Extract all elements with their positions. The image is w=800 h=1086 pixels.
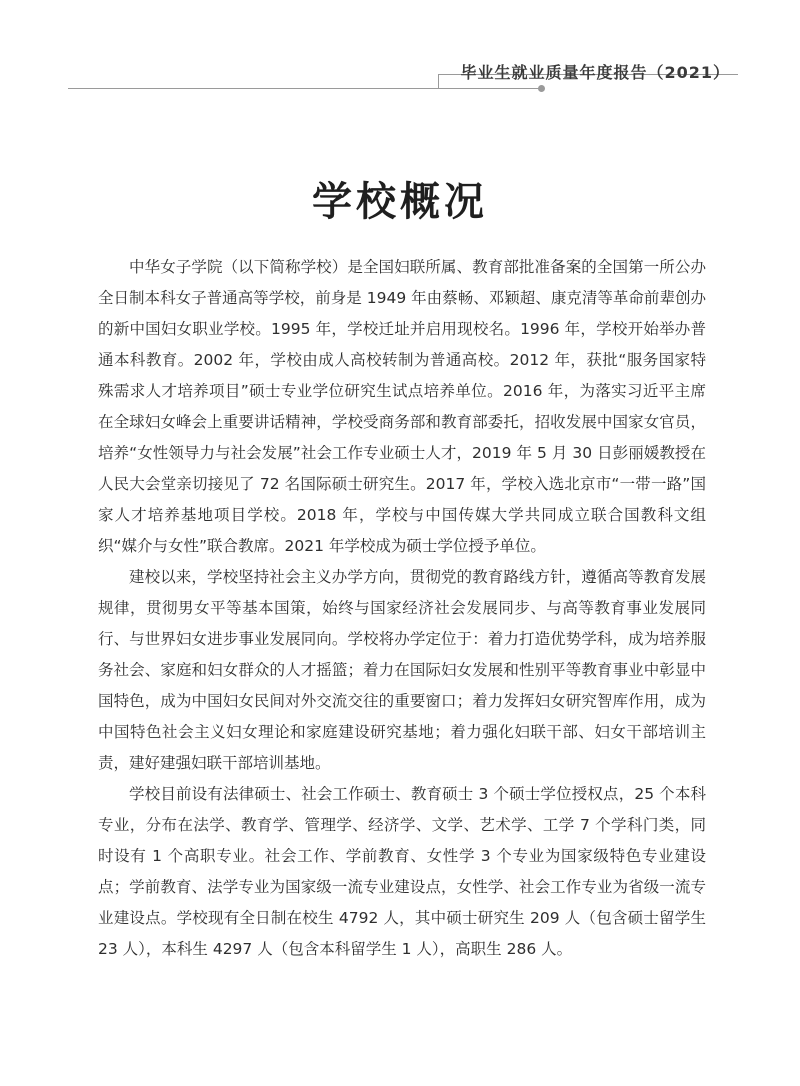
body-text	[98, 252, 706, 965]
page-title: 学校概况	[312, 179, 488, 225]
header-decoration-tick	[438, 74, 439, 89]
running-header: 毕业生就业质量年度报告（2021）	[460, 63, 730, 82]
paragraph: 学校目前设有法律硕士、社会工作硕士、教育硕士 3 个硕士学位授权点，25 个本科专业，分布在法学、教育学、管理学、经济学、文学、艺术学、工学 7 个学科门类，同时设有 1 个高职专业。社会工作、学前教育、女性学 3 个专业为国家级特色专业建设点；学前教育、法学专业为国家级一流专业建设点，女性学、社会工作专业为省级一流专业建设点。学校现有全日制在校生 4792 人，其中硕士研究生 209 人（包含硕士留学生 23 人），本科生 4297 人（包含本科留学生 1 人），高职生 286 人。	[98, 785, 706, 958]
paragraph: 建校以来，学校坚持社会主义办学方向，贯彻党的教育路线方针，遵循高等教育发展规律，贯彻男女平等基本国策，始终与国家经济社会发展同步、与高等教育事业发展同行、与世界妇女进步事业发展同向。学校将办学定位于：着力打造优势学科，成为培养服务社会、家庭和妇女群众的人才摇篮；着力在国际妇女发展和性别平等教育事业中彰显中国特色，成为中国妇女民间对外交流交往的重要窗口；着力发挥妇女研究智库作用，成为中国特色社会主义妇女理论和家庭建设研究基地；着力强化妇联干部、妇女干部培训主责，建好建强妇联干部培训基地。	[98, 568, 706, 772]
paragraph: 中华女子学院（以下简称学校）是全国妇联所属、教育部批准备案的全国第一所公办全日制本科女子普通高等学校，前身是 1949 年由蔡畅、邓颖超、康克清等革命前辈创办的新中国妇女职业学校。1995 年，学校迁址并启用现校名。1996 年，学校开始举办普通本科教育。2002 年，学校由成人高校转制为普通高校。2012 年，获批“服务国家特殊需求人才培养项目”硕士专业学位研究生试点培养单位。2016 年，为落实习近平主席在全球妇女峰会上重要讲话精神，学校受商务部和教育部委托，招收发展中国家女官员，培养“女性领导力与社会发展”社会工作专业硕士人才，2019 年 5 月 30 日彭丽媛教授在人民大会堂亲切接见了 72 名国际硕士研究生。2017 年，学校入选北京市“一带一路”国家人才培养基地项目学校。2018 年，学校与中国传媒大学共同成立联合国教科文组织“媒介与女性”联合教席。2021 年学校成为硕士学位授予单位。	[98, 258, 706, 555]
header-rule-dot	[538, 85, 545, 92]
header-rule	[68, 88, 542, 89]
